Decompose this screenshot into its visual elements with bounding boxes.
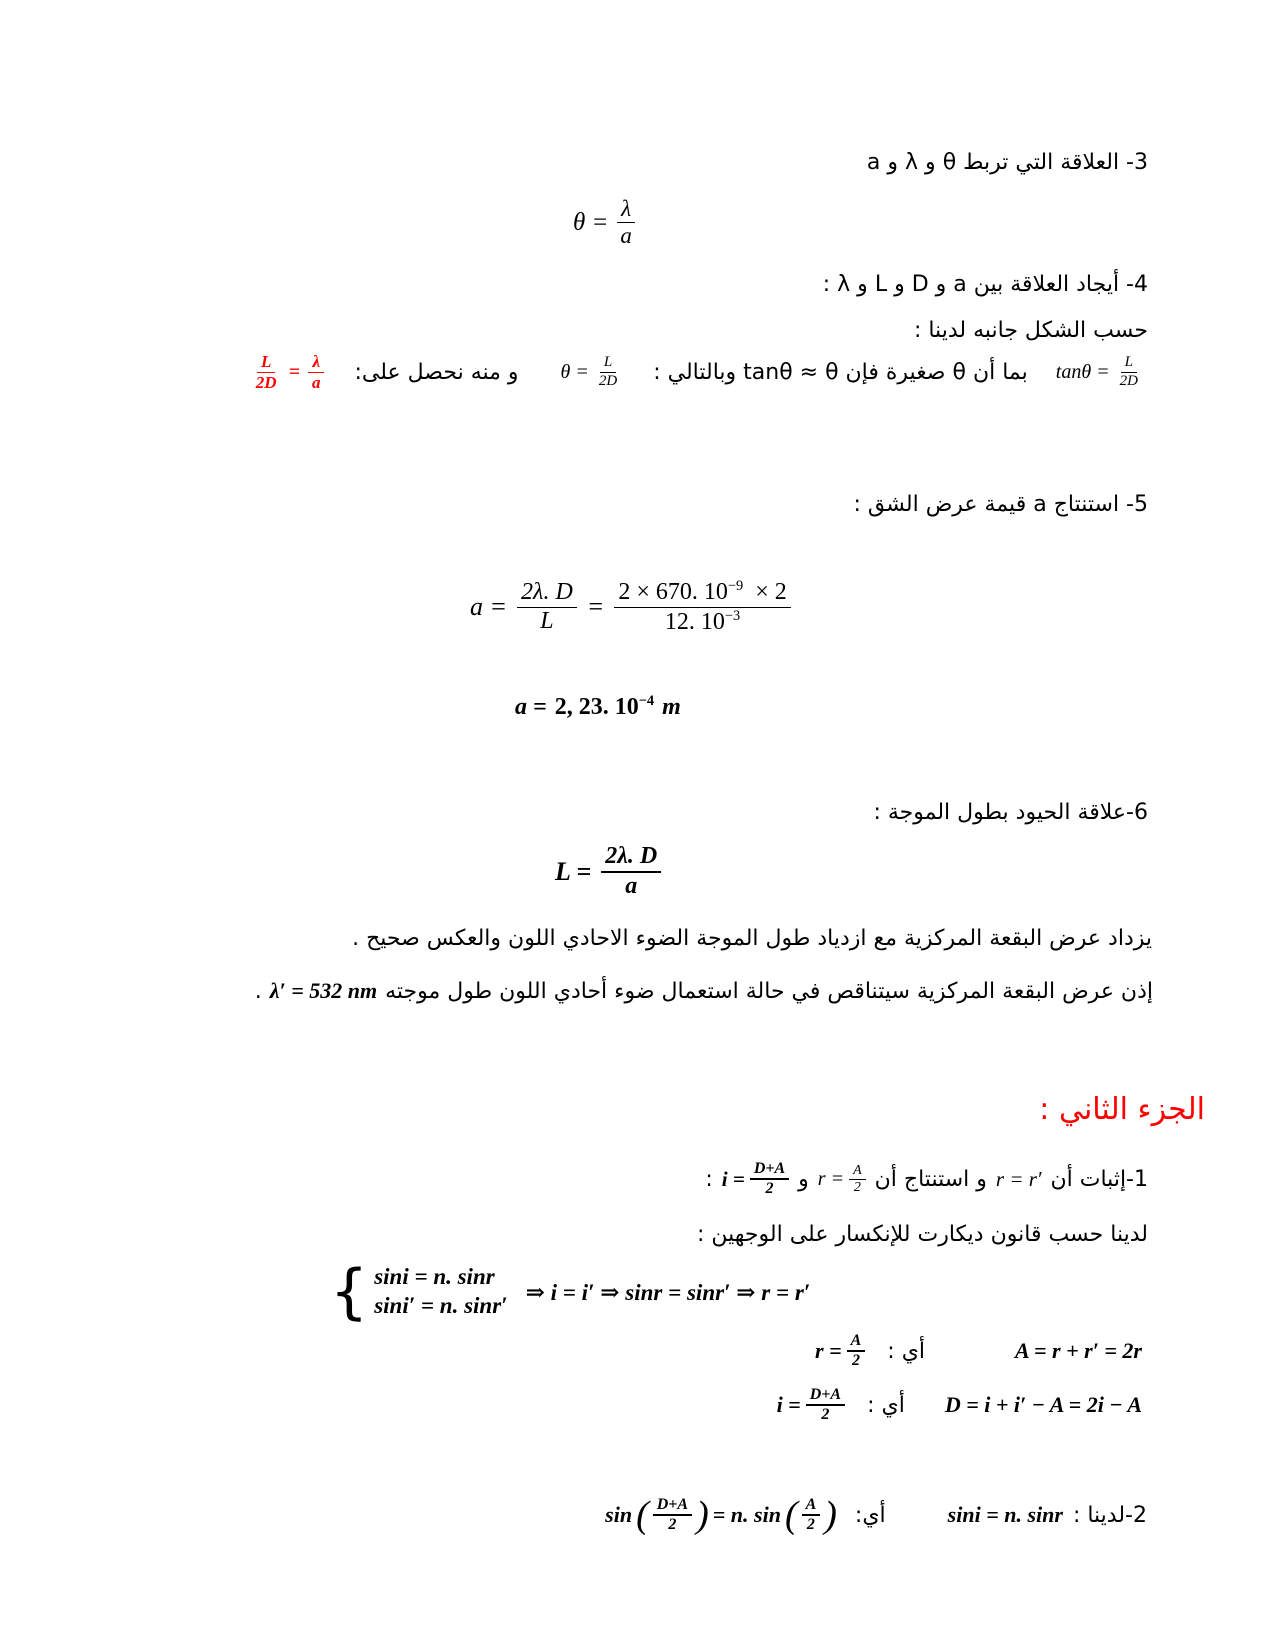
theta-equation [561, 354, 622, 390]
equals-n-sin: = n. sin [712, 1502, 781, 1528]
figure-note: حسب الشكل جانبه لدينا : [913, 318, 1148, 343]
fraction-denominator: a [311, 372, 321, 392]
brace-icon: { [330, 1257, 369, 1327]
fraction-denominator: 2D [1119, 372, 1138, 389]
fraction-denominator: 2 [821, 1406, 830, 1424]
equals-sign: = [586, 592, 605, 622]
equation-lhs: i = [776, 1392, 801, 1418]
tan-equation [1056, 354, 1142, 390]
fraction-numerator [614, 578, 790, 608]
fraction [653, 1496, 692, 1535]
tan-derivation-line [252, 352, 1142, 392]
r-half-A-equation [818, 1163, 866, 1196]
red-relation-equation [252, 352, 325, 392]
symbolic-fraction [517, 579, 577, 635]
q1-middle: و استنتاج أن [874, 1166, 987, 1192]
fraction-denominator: a [620, 223, 632, 249]
equation-lhs: r = [815, 1338, 842, 1364]
fraction-denominator: a [625, 872, 638, 899]
fraction [802, 1496, 821, 1535]
fraction-numerator: 2λ. D [517, 579, 577, 608]
diffraction-lhs: L = [555, 856, 592, 886]
red-right-fraction [308, 352, 325, 392]
angle-relation-a-line [815, 1332, 1142, 1371]
close-paren-icon: ) [824, 1494, 837, 1537]
sin-word: sin [605, 1502, 633, 1528]
note-width-increase: يزداد عرض البقعة المركزية مع ازدياد طول الموجة الضوء الاحادي اللون والعكس صحيح . [352, 926, 1152, 951]
d-sum-equation: D = i + i′ − A = 2i − A [944, 1392, 1142, 1418]
slit-width-lhs: a = [470, 592, 508, 622]
fraction-numerator: L [257, 352, 275, 373]
fraction-numerator: D+A [806, 1386, 845, 1406]
and-word: و [798, 1166, 809, 1192]
equation-theta [573, 196, 636, 250]
result-lhs: a = [515, 693, 547, 720]
system-equations [374, 1263, 507, 1321]
equation-lhs: i = [721, 1166, 745, 1191]
equals-sign: = [288, 360, 300, 383]
implication-chain: ⇒ i = i′ ⇒ sinr = sinr′ ⇒ r = r′ [525, 1279, 811, 1305]
refraction-system [330, 1257, 811, 1327]
fraction-denominator [661, 608, 744, 637]
fraction-denominator: L [540, 607, 554, 634]
q2-conclusion-line [605, 1496, 1147, 1535]
fraction-denominator: 2D [255, 372, 277, 392]
i-half-DA-equation [722, 1160, 789, 1199]
question-5-heading: 5- استنتاج a قيمة عرض الشق : [853, 492, 1148, 517]
angle-relation-d-line [777, 1386, 1142, 1425]
small-angle-note: بما أن θ صغيرة فإن tanθ ≈ θ وبالتالي : [653, 359, 1028, 385]
fraction-numerator: 2λ. D [601, 843, 661, 873]
diffraction-relation-equation [555, 843, 661, 900]
meaning-word: أي : [887, 1338, 926, 1364]
fraction [847, 1332, 866, 1371]
q2-label: 2-لدينا : [1072, 1502, 1147, 1528]
i-result-equation [777, 1386, 846, 1425]
descartes-law-line: لدينا حسب قانون ديكارت للإنكسار على الوجهين : [697, 1222, 1148, 1247]
r-result-equation [815, 1332, 865, 1371]
slit-width-result [515, 693, 681, 721]
numerator-exponent: −9 [727, 578, 744, 594]
fraction-numerator: L [600, 354, 616, 372]
fraction-denominator: 2 [668, 1516, 677, 1534]
fraction-denominator: 2 [765, 1180, 774, 1198]
fraction-denominator: 2 [806, 1516, 815, 1534]
equation-lhs: r = [817, 1167, 845, 1190]
q1-statement-line [705, 1160, 1148, 1199]
denominator-main: 12. 10 [664, 608, 725, 635]
note-width-decrease [255, 978, 1153, 1004]
r-equals-rprime: r = r′ [995, 1166, 1042, 1191]
fraction-denominator: 2D [598, 372, 618, 389]
numerator-main: 2 × 670. 10 [618, 579, 728, 605]
open-paren-icon: ( [784, 1494, 798, 1537]
slit-width-equation [470, 578, 791, 636]
numerator-tail: × 2 [755, 579, 787, 605]
note-decrease-text: إذن عرض البقعة المركزية سيتناقص في حالة استعمال ضوء أحادي اللون طول موجته [385, 978, 1153, 1004]
fraction-numerator: A [802, 1496, 821, 1516]
colon: : [705, 1166, 713, 1192]
fraction-numerator: A [847, 1332, 866, 1352]
snell-face-1: sini = n. sinr [374, 1264, 495, 1290]
snell-law-equation: sini = n. sinr [947, 1502, 1063, 1528]
wavelength-value: λ′ = 532 nm [269, 978, 378, 1003]
a-sum-equation: A = r + r′ = 2r [1015, 1338, 1142, 1364]
tan-equation-lhs: tanθ = [1055, 360, 1110, 383]
equation-theta-fraction [616, 196, 636, 250]
question-4-heading: 4- أيجاد العلاقة بين a و D و L و λ : [822, 272, 1148, 297]
fraction-numerator: λ [308, 352, 324, 373]
result-exponent: −4 [638, 693, 655, 709]
theta-equation-lhs: θ = [560, 360, 589, 383]
fraction-denominator: 2 [853, 1179, 861, 1195]
fraction-numerator: D+A [653, 1496, 692, 1516]
fraction-denominator: 2 [851, 1352, 860, 1370]
open-paren-icon: ( [636, 1494, 649, 1537]
result-unit: m [662, 693, 681, 720]
fraction [806, 1386, 845, 1425]
diffraction-fraction [601, 843, 661, 900]
red-left-fraction [252, 352, 281, 392]
fraction-numerator: A [849, 1163, 866, 1180]
fraction-numerator: L [1121, 354, 1137, 372]
result-value [555, 693, 654, 721]
sentence-period: . [254, 978, 262, 1004]
equation-theta-lhs: θ = [573, 208, 609, 236]
sine-relation-equation [605, 1496, 837, 1535]
question-6-heading: 6-علاقة الحيود بطول الموجة : [873, 800, 1148, 825]
fraction-numerator: λ [617, 196, 635, 223]
denominator-exponent: −3 [724, 607, 741, 624]
question-3-heading: 3- العلاقة التي تربط θ و λ و a [866, 150, 1148, 175]
fraction [750, 1160, 789, 1199]
meaning-word: أي: [854, 1502, 886, 1528]
snell-face-2: sini′ = n. sinr′ [374, 1293, 508, 1318]
theta-equation-fraction [595, 354, 621, 390]
hence-note: و منه نحصل على: [354, 359, 519, 385]
part2-heading: الجزء الثاني : [1039, 1092, 1205, 1127]
close-paren-icon: ) [696, 1494, 709, 1537]
meaning-word: أي : [867, 1392, 905, 1418]
fraction [849, 1163, 866, 1196]
q1-prefix: 1-إثبات أن [1050, 1166, 1148, 1192]
tan-equation-fraction [1116, 354, 1142, 390]
fraction-numerator: D+A [750, 1160, 789, 1180]
numeric-fraction [614, 578, 790, 636]
result-number: 2, 23. 10 [554, 694, 639, 720]
